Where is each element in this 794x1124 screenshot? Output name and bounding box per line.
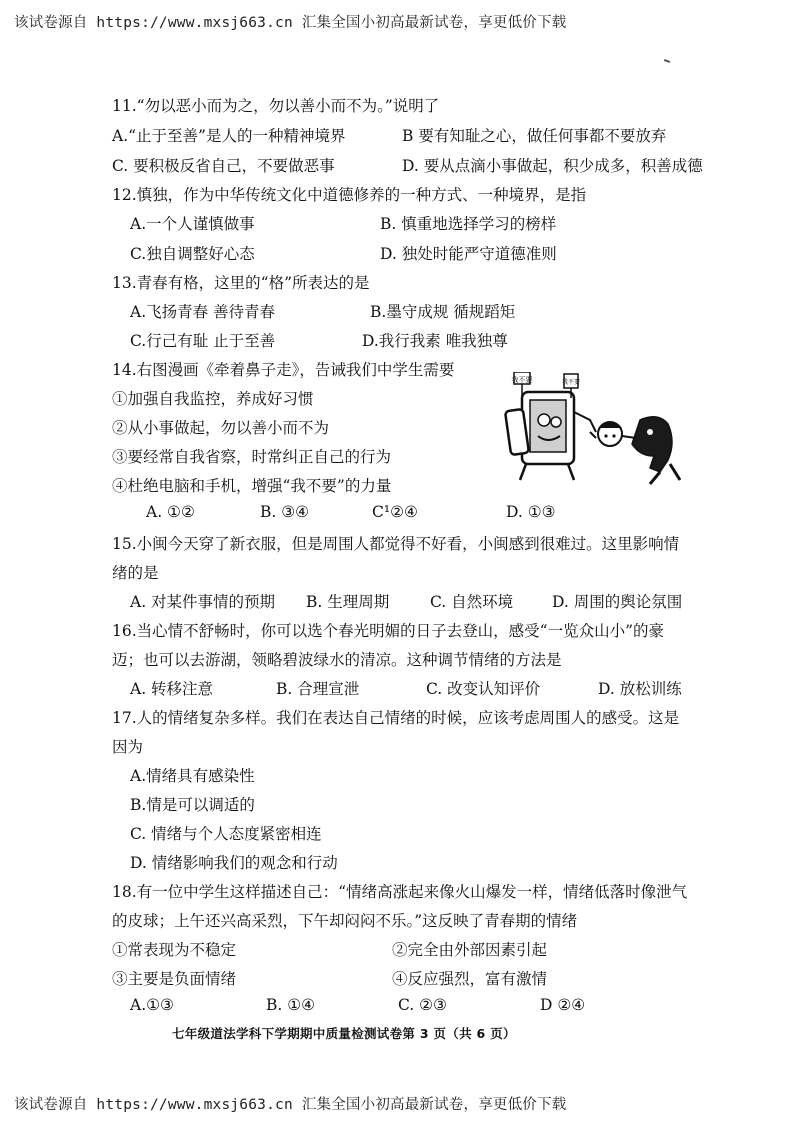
- q11-option-a: A.“止于至善”是人的一种精神境界: [112, 127, 346, 145]
- q18-item-3: ③主要是负面情绪: [112, 970, 237, 988]
- q12-option-c: C.独自调整好心态: [130, 245, 255, 263]
- q16-option-d: D. 放松训练: [598, 680, 682, 698]
- q13-stem: 13.青春有格，这里的“格”所表达的是: [112, 274, 370, 292]
- cartoon-illustration: [500, 372, 685, 490]
- q14-option-d: D. ①③: [506, 503, 556, 521]
- q12-option-a: A.一个人谨慎做事: [130, 215, 255, 233]
- q13-option-a: A.飞扬青春 善待青春: [130, 303, 276, 321]
- q13-option-b: B.墨守成规 循规蹈矩: [370, 303, 516, 321]
- q14-item-1: ①加强自我监控，养成好习惯: [112, 390, 314, 408]
- source-banner-top: 该试卷源自 https://www.mxsj663.cn 汇集全国小初高最新试卷，享更低价下载: [14, 15, 567, 31]
- q14-item-4: ④杜绝电脑和手机，增强“我不要”的力量: [112, 477, 392, 495]
- q16-stem-line-1: 16.当心情不舒畅时，你可以选个春光明媚的日子去登山，感受“一览众山小”的豪: [112, 622, 665, 640]
- student-figure: [590, 417, 680, 484]
- q14-item-2: ②从小事做起，勿以善小而不为: [112, 419, 330, 437]
- source-banner-bottom: 该试卷源自 https://www.mxsj663.cn 汇集全国小初高最新试卷，享更低价下载: [14, 1097, 567, 1113]
- q16-option-b: B. 合理宣泄: [276, 680, 360, 698]
- q11-stem: 11.“勿以恶小而为之，勿以善小而不为。”说明了: [112, 97, 440, 115]
- q11-option-b: B 要有知耻之心，做任何事都不要放弃: [402, 127, 667, 145]
- phone-figure: [505, 392, 596, 480]
- q12-stem: 12.慎独，作为中华传统文化中道德修养的一种方式、一种境界，是指: [112, 186, 587, 204]
- q14-option-a: A. ①②: [146, 503, 195, 521]
- q15-stem-line-1: 15.小闽今天穿了新衣服，但是周围人都觉得不好看，小闽感到很难过。这里影响情: [112, 535, 680, 553]
- q15-option-d: D. 周围的舆论氛围: [552, 593, 683, 611]
- q11-option-d: D. 要从点滴小事做起，积少成多，积善成德: [402, 157, 703, 175]
- q13-option-c: C.行己有耻 止于至善: [130, 332, 276, 350]
- q17-stem-line-1: 17.人的情绪复杂多样。我们在表达自己情绪的时候，应该考虑周围人的感受。这是: [112, 709, 680, 727]
- q14-stem: 14.右图漫画《牵着鼻子走》，告诫我们中学生需要: [112, 361, 455, 379]
- q15-option-c: C. 自然环境: [430, 593, 514, 611]
- q17-option-a: A.情绪具有感染性: [130, 767, 255, 785]
- sign-left-text: 我不要: [511, 376, 533, 384]
- q17-stem-line-2: 因为: [112, 738, 144, 756]
- q17-option-b: B.情是可以调适的: [130, 796, 255, 814]
- q17-option-d: D. 情绪影响我们的观念和行动: [130, 854, 338, 872]
- q18-item-4: ④反应强烈，富有激情: [392, 970, 548, 988]
- q18-stem-line-2: 的皮球；上午还兴高采烈，下午却闷闷不乐。”这反映了青春期的情绪: [112, 912, 578, 930]
- q15-stem-line-2: 绪的是: [112, 564, 159, 582]
- q18-item-2: ②完全由外部因素引起: [392, 941, 548, 959]
- q11-option-c: C. 要积极反省自己，不要做恶事: [112, 157, 335, 175]
- q17-option-c: C. 情绪与个人态度紧密相连: [130, 825, 322, 843]
- page-footer: 七年级道法学科下学期期中质量检测试卷第 3 页（共 6 页）: [172, 1026, 516, 1041]
- q18-option-c: C. ②③: [398, 996, 447, 1014]
- q18-stem-line-1: 18.有一位中学生这样描述自己：“情绪高涨起来像火山爆发一样，情绪低落时像泄气: [112, 883, 688, 901]
- q18-option-b: B. ①④: [266, 996, 316, 1014]
- q18-option-a: A.①③: [130, 996, 174, 1014]
- q16-option-a: A. 转移注意: [130, 680, 214, 698]
- q16-option-c: C. 改变认知评价: [426, 680, 541, 698]
- q14-item-3: ③要经常自我省察，时常纠正自己的行为: [112, 448, 392, 466]
- q18-option-d: D ②④: [540, 996, 586, 1014]
- q14-option-b: B. ③④: [260, 503, 310, 521]
- q18-item-1: ①常表现为不稳定: [112, 941, 237, 959]
- sign-right-text: 我不要: [561, 379, 581, 386]
- protest-signs: [512, 372, 581, 398]
- q14-option-c: C¹②④: [372, 503, 418, 521]
- q15-option-b: B. 生理周期: [306, 593, 390, 611]
- q15-option-a: A. 对某件事情的预期: [130, 593, 276, 611]
- q16-stem-line-2: 迈；也可以去游湖，领略碧波绿水的清凉。这种调节情绪的方法是: [112, 651, 562, 669]
- q12-option-b: B. 慎重地选择学习的榜样: [380, 215, 557, 233]
- scan-mark: [664, 59, 670, 63]
- q13-option-d: D.我行我素 唯我独尊: [362, 332, 508, 350]
- q12-option-d: D. 独处时能严守道德准则: [380, 245, 557, 263]
